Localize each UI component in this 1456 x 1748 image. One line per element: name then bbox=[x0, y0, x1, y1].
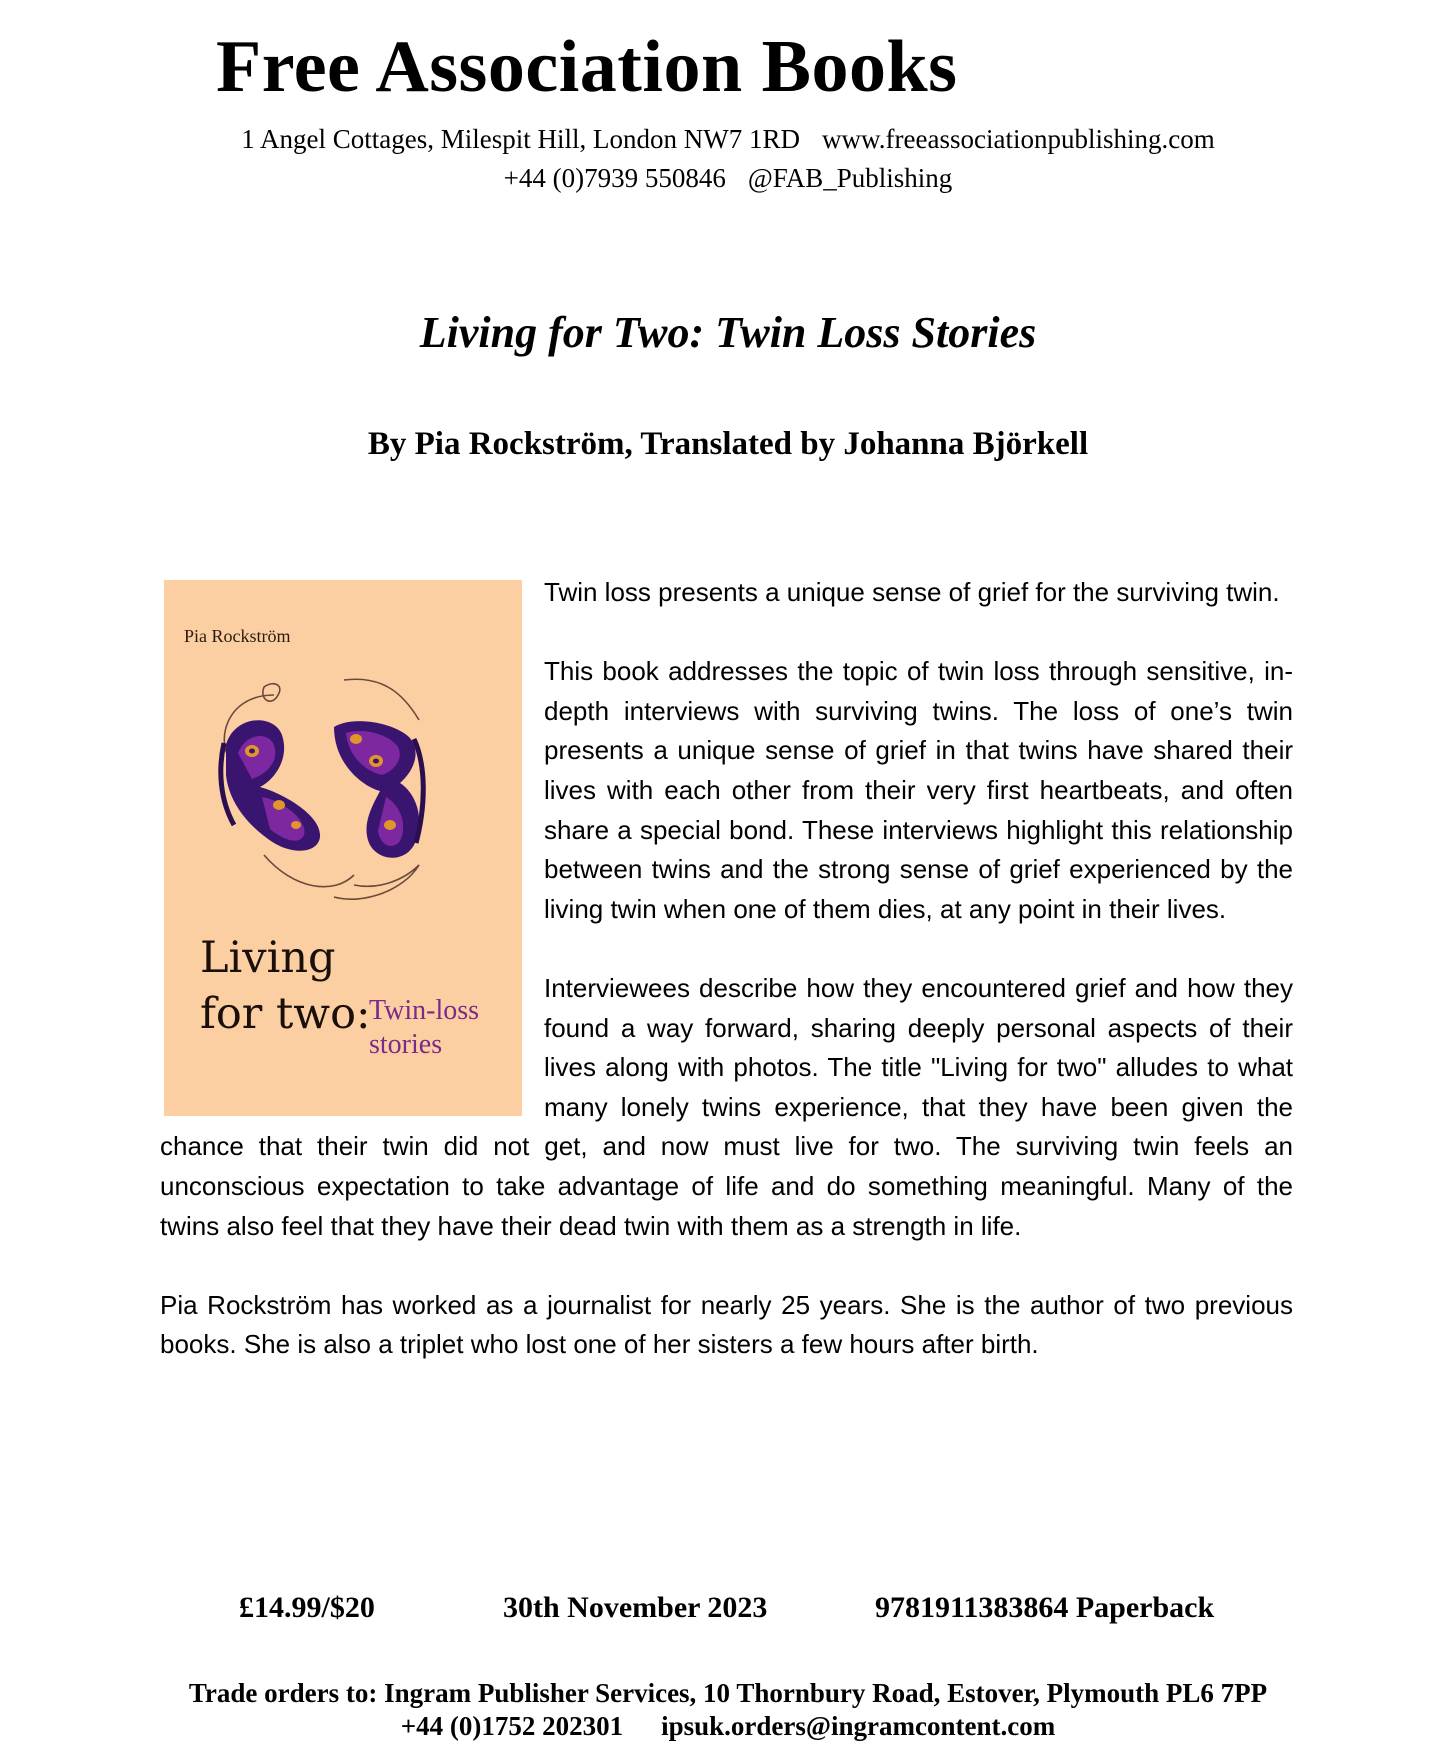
cover-title-line-2: for two: bbox=[200, 989, 371, 1039]
cover-subtitle-line-1: Twin-loss bbox=[369, 995, 480, 1026]
publication-date: 30th November 2023 bbox=[503, 1591, 768, 1624]
book-cover-image bbox=[164, 580, 522, 1116]
trade-orders-contact bbox=[0, 1709, 1456, 1743]
book-description bbox=[160, 573, 1293, 1404]
cover-subtitle bbox=[369, 994, 479, 1062]
trade-orders-address: Trade orders to: Ingram Publisher Services, 10 Thornbury Road, Estover, Plymouth PL6 7PP bbox=[188, 1678, 1268, 1708]
publisher-website-link[interactable]: www.freeassociationpublishing.com bbox=[822, 124, 1215, 154]
cover-author: Pia Rockström bbox=[184, 626, 291, 646]
publisher-phone: +44 (0)7939 550846 bbox=[503, 163, 726, 193]
description-paragraph-2: This book addresses the topic of twin loss through sensitive, in-depth interviews with surviving twins. The loss of one’s twin presents a unique sense of grief in that twins have shared their lives with each other from their very first heartbeats, and often share a special bond. These interviews highlight this relationship between twins and the strong sense of grief experienced by the living twin when one of them dies, at any point in their lives. bbox=[544, 656, 1293, 924]
book-details bbox=[0, 1588, 1456, 1628]
publisher-social-handle[interactable]: @FAB_Publishing bbox=[747, 163, 953, 193]
cover-subtitle-line-2: stories bbox=[369, 1029, 443, 1060]
publisher-address: 1 Angel Cottages, Milespit Hill, London NW7 1RD bbox=[241, 124, 801, 154]
description-paragraph-1: Twin loss presents a unique sense of grief for the surviving twin. bbox=[544, 577, 1280, 607]
book-price: £14.99/$20 bbox=[239, 1591, 375, 1624]
trade-phone: +44 (0)1752 202301 bbox=[400, 1711, 624, 1741]
publisher-contact-line-2 bbox=[0, 162, 1456, 194]
description-paragraph-4: Pia Rockström has worked as a journalist for nearly 25 years. She is the author of two previous books. She is also a triplet who lost one of her sisters a few hours after birth. bbox=[160, 1289, 1293, 1360]
trade-email-link[interactable]: ipsuk.orders@ingramcontent.com bbox=[661, 1711, 1056, 1741]
publisher-name: Free Association Books bbox=[216, 26, 958, 108]
description-paragraph-3: Interviewees describe how they encountered grief and how they found a way forward, sharing deeply personal aspects of their lives along with photos. The title "Living for two" alludes to what many lonely twins experience, that they have been given the chance that their twin did not get, and now must live for two. The surviving twin feels an unconscious expectation to take advantage of life and do something meaningful. Many of the twins also feel that they have their dead twin with them as a strength in life. bbox=[160, 972, 1293, 1241]
twin-butterflies-icon bbox=[204, 675, 474, 915]
cover-title-line-1: Living bbox=[200, 933, 336, 983]
book-byline: By Pia Rockström, Translated by Johanna Björkell bbox=[367, 426, 1089, 462]
book-title: Living for Two: Twin Loss Stories bbox=[419, 308, 1037, 357]
publisher-contact-line-1 bbox=[0, 123, 1456, 155]
book-isbn: 9781911383864 Paperback bbox=[875, 1591, 1215, 1624]
cover-title bbox=[200, 930, 371, 1042]
